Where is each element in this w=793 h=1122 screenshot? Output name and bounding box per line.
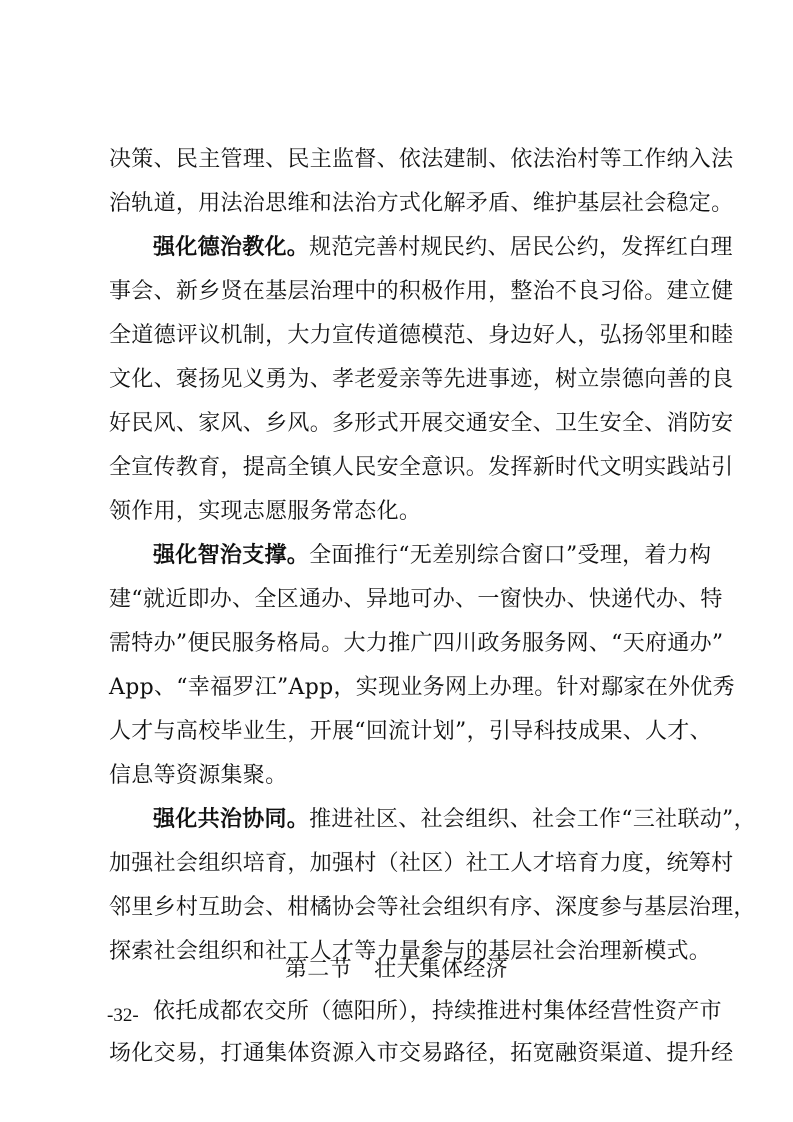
paragraph-heading: 强化共治协同。 xyxy=(153,807,310,832)
body-text-line: 加强社会组织培育，加强村（社区）社工人才培育力度，统筹村 xyxy=(109,851,734,876)
paragraph-heading: 强化智治支撑。 xyxy=(153,543,310,568)
body-text-line: 全道德评议机制，大力宣传道德模范、身边好人，弘扬邻里和睦 xyxy=(109,323,734,348)
body-text: 规范完善村规民约、居民公约，发挥红白理 xyxy=(309,235,733,260)
paragraph-heading: 强化德治教化。 xyxy=(153,235,310,260)
body-text-line: 全宣传教育，提高全镇人民安全意识。发挥新时代文明实践站引 xyxy=(109,455,734,480)
body-text: 推进社区、社会组织、社会工作“三社联动”， xyxy=(309,807,756,832)
body-text-line: 治轨道，用法治思维和法治方式化解矛盾、维护基层社会稳定。 xyxy=(109,191,734,216)
body-text-line: 信息等资源集聚。 xyxy=(109,763,288,788)
body-text-line: 探索社会组织和社工人才等力量参与的基层社会治理新模式。 xyxy=(109,939,712,964)
body-text: 全面推行“无差别综合窗口”受理，着力构 xyxy=(309,543,712,568)
body-text-line: 邻里乡村互助会、柑橘协会等社会组织有序、深度参与基层治理， xyxy=(109,895,756,920)
body-text-line: 文化、褒扬见义勇为、孝老爱亲等先进事迹，树立崇德向善的良 xyxy=(109,367,734,392)
section-title: 第二节 壮大集体经济 xyxy=(284,957,508,982)
body-text-line: 领作用，实现志愿服务常态化。 xyxy=(109,499,422,524)
paragraph-first-line xyxy=(153,543,711,569)
body-text-line: 人才与高校毕业生，开展“回流计划”，引导科技成果、人才、 xyxy=(109,719,712,744)
paragraph-first-line: 依托成都农交所（德阳所），持续推进村集体经营性资产市 xyxy=(153,999,722,1024)
body-text-line: 好民风、家风、乡风。多形式开展交通安全、卫生安全、消防安 xyxy=(109,411,734,436)
body-text-line: 事会、新乡贤在基层治理中的积极作用，整治不良习俗。建立健 xyxy=(109,279,734,304)
body-text-line: 需特办”便民服务格局。大力推广四川政务服务网、“天府通办” xyxy=(109,631,724,656)
body-text-line: App、“幸福罗江”App，实现业务网上办理。针对鄢家在外优秀 xyxy=(109,675,735,700)
body-text-line: 建“就近即办、全区通办、异地可办、一窗快办、快递代办、特 xyxy=(109,587,723,612)
paragraph-first-line xyxy=(153,235,733,261)
paragraph-first-line xyxy=(153,807,756,833)
body-text-line: 场化交易，打通集体资源入市交易路径，拓宽融资渠道、提升经 xyxy=(109,1041,734,1066)
page-number: -32- xyxy=(107,1005,139,1026)
body-text-line: 决策、民主管理、民主监督、依法建制、依法治村等工作纳入法 xyxy=(109,147,734,172)
